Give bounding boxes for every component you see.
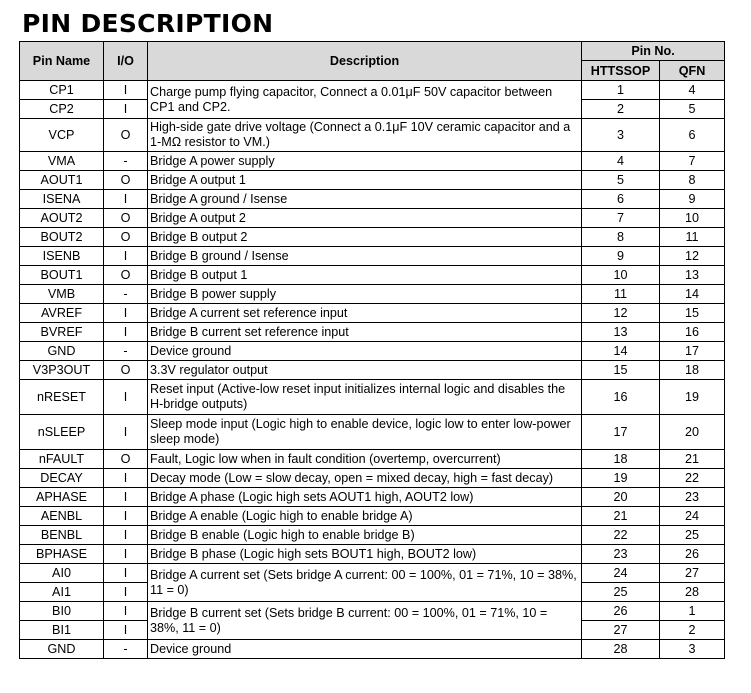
qfn-pin-cell: 28 [660, 583, 725, 602]
httssop-pin-cell: 21 [582, 507, 660, 526]
description-cell: Charge pump flying capacitor, Connect a 0.01μF 50V capacitor between CP1 and CP2. [148, 81, 582, 119]
io-cell: I [104, 526, 148, 545]
pin-name-cell: ISENB [20, 247, 104, 266]
httssop-pin-cell: 4 [582, 152, 660, 171]
table-row [20, 450, 725, 469]
pin-name-cell: APHASE [20, 488, 104, 507]
httssop-pin-cell: 24 [582, 564, 660, 583]
pin-name-cell: VMA [20, 152, 104, 171]
pin-name-cell: BENBL [20, 526, 104, 545]
table-row [20, 209, 725, 228]
io-cell: O [104, 450, 148, 469]
pin-name-cell: CP2 [20, 100, 104, 119]
httssop-pin-cell: 17 [582, 415, 660, 450]
httssop-pin-cell: 12 [582, 304, 660, 323]
table-row [20, 488, 725, 507]
pin-name-cell: nRESET [20, 380, 104, 415]
qfn-pin-cell: 14 [660, 285, 725, 304]
qfn-pin-cell: 26 [660, 545, 725, 564]
description-cell: Bridge A output 1 [148, 171, 582, 190]
qfn-pin-cell: 11 [660, 228, 725, 247]
io-cell: - [104, 342, 148, 361]
table-row [20, 152, 725, 171]
table-row [20, 564, 725, 583]
pin-name-cell: VMB [20, 285, 104, 304]
pin-name-cell: BI1 [20, 621, 104, 640]
qfn-pin-cell: 21 [660, 450, 725, 469]
qfn-pin-cell: 20 [660, 415, 725, 450]
httssop-pin-cell: 25 [582, 583, 660, 602]
table-row [20, 526, 725, 545]
description-cell: Fault, Logic low when in fault condition (overtemp, overcurrent) [148, 450, 582, 469]
description-cell: High-side gate drive voltage (Connect a 0.1μF 10V ceramic capacitor and a 1-MΩ resistor to VM.) [148, 119, 582, 152]
io-cell: - [104, 285, 148, 304]
description-cell: Bridge A output 2 [148, 209, 582, 228]
table-row [20, 266, 725, 285]
table-row [20, 545, 725, 564]
pin-name-cell: BPHASE [20, 545, 104, 564]
pin-name-cell: GND [20, 342, 104, 361]
table-row [20, 228, 725, 247]
description-cell: Sleep mode input (Logic high to enable device, logic low to enter low-power sleep mode) [148, 415, 582, 450]
header-pin-no: Pin No. [582, 42, 725, 61]
description-cell: Decay mode (Low = slow decay, open = mixed decay, high = fast decay) [148, 469, 582, 488]
httssop-pin-cell: 28 [582, 640, 660, 659]
qfn-pin-cell: 1 [660, 602, 725, 621]
table-row [20, 190, 725, 209]
io-cell: O [104, 228, 148, 247]
pin-name-cell: GND [20, 640, 104, 659]
description-cell: Bridge A phase (Logic high sets AOUT1 high, AOUT2 low) [148, 488, 582, 507]
httssop-pin-cell: 9 [582, 247, 660, 266]
description-cell: Bridge A current set reference input [148, 304, 582, 323]
io-cell: I [104, 602, 148, 621]
io-cell: I [104, 380, 148, 415]
description-cell: Device ground [148, 342, 582, 361]
qfn-pin-cell: 6 [660, 119, 725, 152]
pin-name-cell: BOUT2 [20, 228, 104, 247]
httssop-pin-cell: 26 [582, 602, 660, 621]
httssop-pin-cell: 7 [582, 209, 660, 228]
qfn-pin-cell: 2 [660, 621, 725, 640]
description-cell: Device ground [148, 640, 582, 659]
qfn-pin-cell: 16 [660, 323, 725, 342]
pin-name-cell: CP1 [20, 81, 104, 100]
table-row [20, 304, 725, 323]
qfn-pin-cell: 17 [660, 342, 725, 361]
description-cell: Bridge A enable (Logic high to enable bridge A) [148, 507, 582, 526]
io-cell: I [104, 564, 148, 583]
pin-name-cell: nFAULT [20, 450, 104, 469]
table-row [20, 415, 725, 450]
header-qfn: QFN [660, 61, 725, 81]
pin-name-cell: VCP [20, 119, 104, 152]
qfn-pin-cell: 22 [660, 469, 725, 488]
pin-name-cell: BI0 [20, 602, 104, 621]
pin-name-cell: AOUT2 [20, 209, 104, 228]
description-cell: Bridge A current set (Sets bridge A current: 00 = 100%, 01 = 71%, 10 = 38%, 11 = 0) [148, 564, 582, 602]
qfn-pin-cell: 7 [660, 152, 725, 171]
page-title: PIN DESCRIPTION [22, 9, 274, 38]
qfn-pin-cell: 9 [660, 190, 725, 209]
pin-name-cell: BVREF [20, 323, 104, 342]
table-row [20, 469, 725, 488]
io-cell: I [104, 304, 148, 323]
httssop-pin-cell: 10 [582, 266, 660, 285]
pin-name-cell: AI0 [20, 564, 104, 583]
httssop-pin-cell: 14 [582, 342, 660, 361]
qfn-pin-cell: 24 [660, 507, 725, 526]
qfn-pin-cell: 19 [660, 380, 725, 415]
qfn-pin-cell: 12 [660, 247, 725, 266]
qfn-pin-cell: 23 [660, 488, 725, 507]
description-cell: Bridge B current set (Sets bridge B current: 00 = 100%, 01 = 71%, 10 = 38%, 11 = 0) [148, 602, 582, 640]
io-cell: O [104, 171, 148, 190]
description-cell: Bridge B current set reference input [148, 323, 582, 342]
pin-name-cell: DECAY [20, 469, 104, 488]
table-row [20, 247, 725, 266]
qfn-pin-cell: 18 [660, 361, 725, 380]
header-httssop: HTTSSOP [582, 61, 660, 81]
pin-name-cell: AI1 [20, 583, 104, 602]
header-io: I/O [104, 42, 148, 81]
io-cell: I [104, 488, 148, 507]
httssop-pin-cell: 13 [582, 323, 660, 342]
httssop-pin-cell: 1 [582, 81, 660, 100]
io-cell: I [104, 415, 148, 450]
io-cell: O [104, 361, 148, 380]
qfn-pin-cell: 3 [660, 640, 725, 659]
table-row [20, 342, 725, 361]
table-row [20, 602, 725, 621]
pin-name-cell: AVREF [20, 304, 104, 323]
pin-name-cell: ISENA [20, 190, 104, 209]
description-cell: Bridge B ground / Isense [148, 247, 582, 266]
description-cell: Bridge B enable (Logic high to enable bridge B) [148, 526, 582, 545]
httssop-pin-cell: 22 [582, 526, 660, 545]
qfn-pin-cell: 4 [660, 81, 725, 100]
io-cell: O [104, 209, 148, 228]
io-cell: O [104, 119, 148, 152]
description-cell: Reset input (Active-low reset input initializes internal logic and disables the H-bridge outputs) [148, 380, 582, 415]
table-row [20, 640, 725, 659]
table-row [20, 285, 725, 304]
pin-name-cell: AOUT1 [20, 171, 104, 190]
httssop-pin-cell: 15 [582, 361, 660, 380]
qfn-pin-cell: 10 [660, 209, 725, 228]
table-row [20, 81, 725, 100]
pin-description-table [19, 41, 725, 659]
io-cell: - [104, 640, 148, 659]
qfn-pin-cell: 8 [660, 171, 725, 190]
qfn-pin-cell: 15 [660, 304, 725, 323]
httssop-pin-cell: 2 [582, 100, 660, 119]
header-pin-name: Pin Name [20, 42, 104, 81]
io-cell: I [104, 545, 148, 564]
io-cell: I [104, 81, 148, 100]
table-row [20, 507, 725, 526]
pin-name-cell: BOUT1 [20, 266, 104, 285]
io-cell: I [104, 100, 148, 119]
io-cell: I [104, 621, 148, 640]
httssop-pin-cell: 3 [582, 119, 660, 152]
httssop-pin-cell: 16 [582, 380, 660, 415]
httssop-pin-cell: 8 [582, 228, 660, 247]
pin-name-cell: AENBL [20, 507, 104, 526]
io-cell: O [104, 266, 148, 285]
httssop-pin-cell: 20 [582, 488, 660, 507]
pin-name-cell: nSLEEP [20, 415, 104, 450]
io-cell: I [104, 507, 148, 526]
header-description: Description [148, 42, 582, 81]
httssop-pin-cell: 11 [582, 285, 660, 304]
httssop-pin-cell: 18 [582, 450, 660, 469]
httssop-pin-cell: 19 [582, 469, 660, 488]
table-row [20, 361, 725, 380]
io-cell: I [104, 323, 148, 342]
qfn-pin-cell: 13 [660, 266, 725, 285]
httssop-pin-cell: 27 [582, 621, 660, 640]
description-cell: Bridge B phase (Logic high sets BOUT1 high, BOUT2 low) [148, 545, 582, 564]
description-cell: Bridge B power supply [148, 285, 582, 304]
description-cell: 3.3V regulator output [148, 361, 582, 380]
table-row [20, 380, 725, 415]
table-row [20, 119, 725, 152]
httssop-pin-cell: 6 [582, 190, 660, 209]
io-cell: I [104, 247, 148, 266]
qfn-pin-cell: 5 [660, 100, 725, 119]
qfn-pin-cell: 27 [660, 564, 725, 583]
description-cell: Bridge A ground / Isense [148, 190, 582, 209]
table-row [20, 323, 725, 342]
description-cell: Bridge B output 2 [148, 228, 582, 247]
io-cell: - [104, 152, 148, 171]
description-cell: Bridge B output 1 [148, 266, 582, 285]
qfn-pin-cell: 25 [660, 526, 725, 545]
httssop-pin-cell: 5 [582, 171, 660, 190]
description-cell: Bridge A power supply [148, 152, 582, 171]
io-cell: I [104, 583, 148, 602]
pin-name-cell: V3P3OUT [20, 361, 104, 380]
table-row [20, 171, 725, 190]
io-cell: I [104, 469, 148, 488]
io-cell: I [104, 190, 148, 209]
httssop-pin-cell: 23 [582, 545, 660, 564]
